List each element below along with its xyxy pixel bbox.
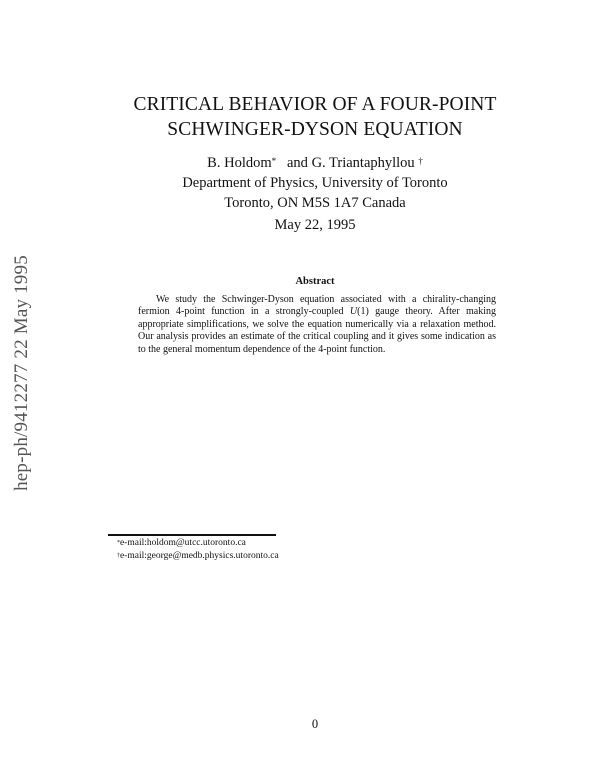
footnote-1 [117,537,279,550]
arxiv-identifier: hep-ph/9412277 22 May 1995 [11,254,33,491]
abstract-text-part-1: We study the Schwinger-Dyson equation associated with a chirality-changing fermion 4-point function in a strongly-coupled [138,294,496,318]
author-2-footnote-mark: † [418,156,423,166]
paper-date: May 22, 1995 [274,217,356,233]
arxiv-identifier-margin [2,240,42,505]
abstract-body [138,294,496,356]
abstract-text-part-2: gauge theory. After making appropriate simplifications, we solve the equation numerically via a relaxation method. Our analysis provides an estimate of the critical coupling and it gives some indication as to the general momentum dependence of the 4-point function. [138,306,496,355]
author-2-name: G. Triantaphyllou [311,155,415,171]
footnote-1-mark: * [117,540,120,546]
footnote-2-mark: † [117,552,120,559]
footnote-2 [117,550,279,563]
paper-title [60,92,570,142]
abstract-heading: Abstract [295,276,335,287]
author-1-name: B. Holdom [207,155,272,171]
footnotes [117,537,279,562]
abstract-math-arg: (1) [357,306,369,318]
footnote-2-text: e-mail:george@medb.physics.utoronto.ca [120,550,279,561]
author-connector: and [287,155,308,171]
title-line-1: CRITICAL BEHAVIOR OF A FOUR-POINT [133,94,497,115]
page-number: 0 [311,717,319,731]
address: Toronto, ON M5S 1A7 Canada [224,195,406,211]
title-line-2: SCHWINGER-DYSON EQUATION [167,119,463,140]
author-1-footnote-mark: * [271,156,277,166]
footnote-divider [108,534,276,536]
affiliation: Department of Physics, University of Toronto [182,175,448,191]
abstract-math-symbol: U [349,306,358,318]
author-names [60,153,570,173]
footnote-1-text: e-mail:holdom@utcc.utoronto.ca [120,538,246,548]
author-block [60,153,570,213]
